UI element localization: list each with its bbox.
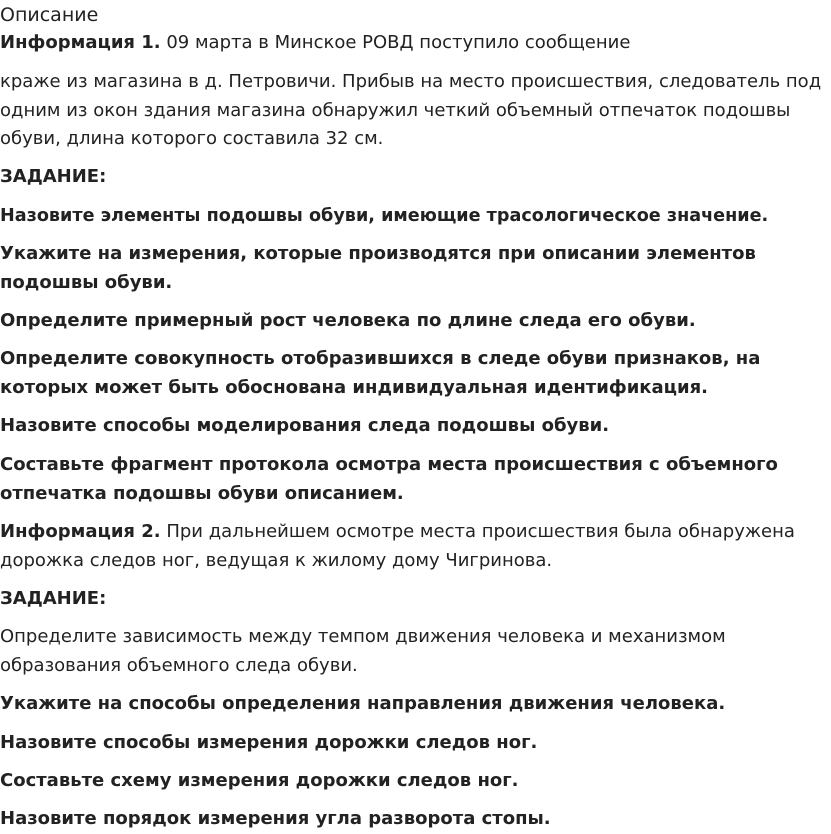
info2-label: Информация 2. (0, 521, 161, 542)
info1-first-line (0, 29, 831, 58)
task2-label: ЗАДАНИЕ: (0, 588, 107, 609)
task1-item-3: Определите примерный рост человека по длине следа его обуви. (0, 310, 696, 331)
task1-item-2: Укажите на измерения, которые производятся при описании элементов подошвы обуви. (0, 243, 756, 293)
task1-item-6: Составьте фрагмент протокола осмотра места происшествия с объемного отпечатка подошвы обуви описанием. (0, 454, 778, 504)
info2-paragraph (0, 518, 831, 575)
task2-item-2: Назовите способы измерения дорожки следов ног. (0, 732, 538, 753)
task2-item-4: Назовите порядок измерения угла разворота стопы. (0, 808, 551, 829)
task2-item-1: Укажите на способы определения направления движения человека. (0, 693, 726, 714)
info2-text: При дальнейшем осмотре места происшествия была обнаружена дорожка следов ног, ведущая к жилому дому Чигринова. (0, 521, 795, 571)
info1-label: Информация 1. (0, 32, 161, 53)
task2-plain-item: Определите зависимость между темпом движения человека и механизмом образования объемного следа обуви. (0, 626, 726, 676)
info1-continuation: краже из магазина в д. Петровичи. Прибыв на место происшествия, следователь под одним из окон здания магазина обнаружил четкий объемный отпечаток подошвы обуви, длина которого составила 32 см. (0, 71, 822, 149)
info1-first-text: 09 марта в Минское РОВД поступило сообщение (160, 32, 631, 53)
task1-item-5: Назовите способы моделирования следа подошвы обуви. (0, 415, 610, 436)
document-heading: Описание (0, 4, 99, 26)
task1-label: ЗАДАНИЕ: (0, 166, 107, 187)
task2-item-3: Составьте схему измерения дорожки следов ног. (0, 770, 519, 791)
task1-item-1: Назовите элементы подошвы обуви, имеющие трасологическое значение. (0, 206, 769, 226)
task1-item-4: Определите совокупность отобразившихся в следе обуви признаков, на которых может быть обоснована индивидуальная идентификация. (0, 348, 761, 398)
